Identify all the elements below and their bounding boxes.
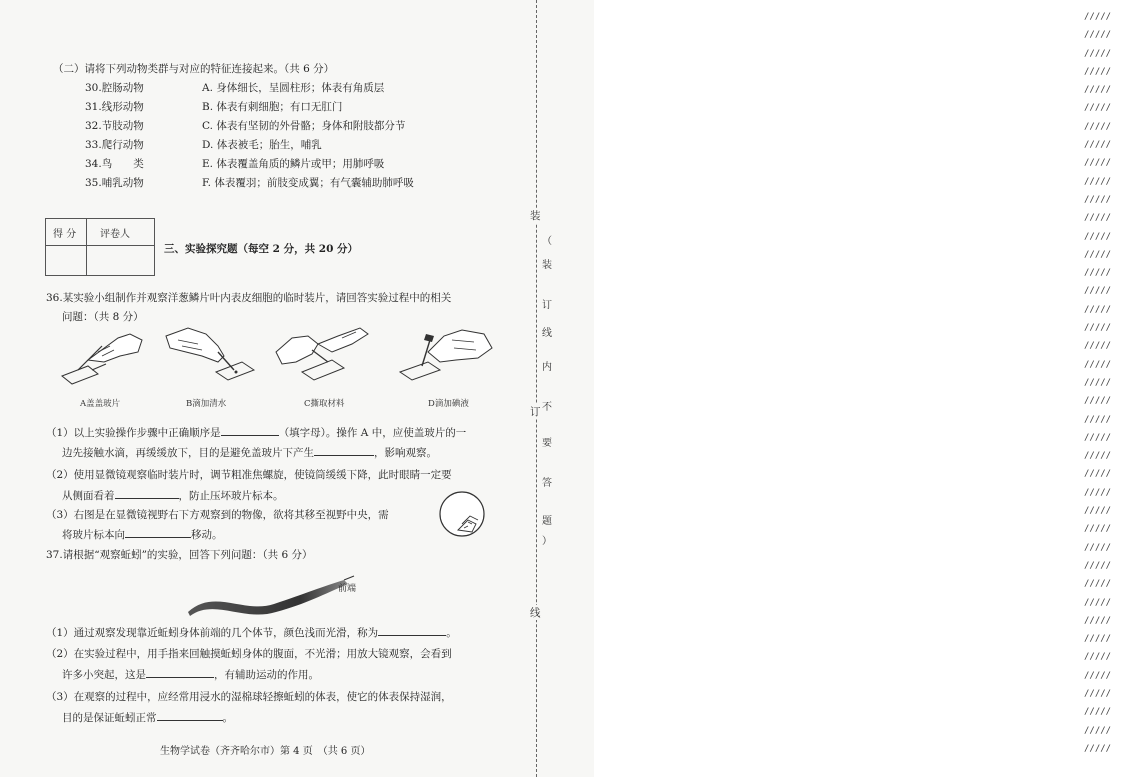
item-e-feature: E. 体表覆盖角质的鳞片或甲；用肺呼吸 xyxy=(202,158,385,170)
q37-3-text-2: 目的是保证蚯蚓正常 。 xyxy=(62,712,233,724)
binding-note-0: （ xyxy=(542,236,552,247)
q36-2-text-2: 从侧面看着 ，防止压坏玻片标本。 xyxy=(62,490,284,502)
binding-note-3: 线 xyxy=(542,328,552,339)
slash-row: ///// xyxy=(1084,194,1112,205)
slash-column xyxy=(1084,8,1122,758)
page-footer: 生物学试卷（齐齐哈尔市）第 4 页 （共 6 页） xyxy=(160,746,371,757)
slash-row: ///// xyxy=(1084,725,1112,736)
slash-row: ///// xyxy=(1084,707,1112,718)
slash-row: ///// xyxy=(1084,30,1112,41)
slash-row: ///// xyxy=(1084,743,1112,754)
step-c-tear-material-image xyxy=(272,322,372,388)
step-b-add-water-image xyxy=(158,322,258,388)
slash-row: ///// xyxy=(1084,652,1112,663)
score-table xyxy=(45,218,155,276)
item-f-feature: F. 体表覆羽；前肢变成翼；有气囊辅助肺呼吸 xyxy=(202,177,414,189)
binding-dashed-line xyxy=(536,0,537,777)
binding-note-9: ） xyxy=(542,536,552,547)
slash-row: ///// xyxy=(1084,634,1112,645)
microscope-field-image xyxy=(438,490,486,538)
binding-note-1: 装 xyxy=(542,260,552,271)
caption-d: D滴加碘液 xyxy=(428,399,469,409)
q37-2-blank[interactable] xyxy=(146,667,214,678)
q37-1-text: （1）通过观察发现靠近蚯蚓身体前端的几个体节，颜色浅而光滑，称为 。 xyxy=(46,627,457,639)
caption-c: C撕取材料 xyxy=(304,399,345,409)
slash-row: ///// xyxy=(1084,286,1112,297)
step-d-add-iodine-image xyxy=(396,322,496,388)
slash-row: ///// xyxy=(1084,506,1112,517)
binding-margin xyxy=(528,0,1112,777)
grader-label: 评卷人 xyxy=(100,229,130,240)
slash-row: ///// xyxy=(1084,176,1112,187)
binding-note-5: 不 xyxy=(542,402,552,413)
slash-row: ///// xyxy=(1084,560,1112,571)
earthworm-image xyxy=(184,568,364,622)
slash-row: ///// xyxy=(1084,12,1112,22)
binding-note-7: 答 xyxy=(542,478,552,489)
slash-row: ///// xyxy=(1084,158,1112,169)
step-a-cover-slip-image xyxy=(58,326,148,388)
slash-row: ///// xyxy=(1084,231,1112,242)
slash-row: ///// xyxy=(1084,469,1112,480)
slash-row: ///// xyxy=(1084,304,1112,315)
binding-note-4: 内 xyxy=(542,362,552,373)
item-32-name: 32.节肢动物 xyxy=(85,120,144,132)
q36-1-blank-a[interactable] xyxy=(221,425,279,436)
slash-row: ///// xyxy=(1084,140,1112,151)
binding-char-ding: 订 xyxy=(530,406,541,418)
q36-3-text-2: 将玻片标本向 移动。 xyxy=(62,529,223,541)
section3-title: 三、实验探究题（每空 2 分，共 20 分） xyxy=(164,243,359,255)
q37-3-text: （3）在观察的过程中，应经常用浸水的湿棉球轻擦蚯蚓的体表，使它的体表保持湿润， xyxy=(46,691,452,703)
slash-row: ///// xyxy=(1084,341,1112,352)
q36-1-blank-b[interactable] xyxy=(314,445,374,456)
slash-row: ///// xyxy=(1084,396,1112,407)
caption-a: A盖盖玻片 xyxy=(80,399,121,409)
item-b-feature: B. 体表有刺细胞；有口无肛门 xyxy=(202,101,343,113)
slash-row: ///// xyxy=(1084,451,1112,462)
caption-b: B滴加清水 xyxy=(186,399,227,409)
slash-row: ///// xyxy=(1084,249,1112,260)
slash-row: ///// xyxy=(1084,432,1112,443)
slash-row: ///// xyxy=(1084,268,1112,279)
item-30-name: 30.腔肠动物 xyxy=(85,82,144,94)
slash-row: ///// xyxy=(1084,213,1112,224)
slash-row: ///// xyxy=(1084,688,1112,699)
section2-title: （二）请将下列动物类群与对应的特征连接起来。（共 6 分） xyxy=(53,63,335,75)
slash-row: ///// xyxy=(1084,414,1112,425)
slash-row: ///// xyxy=(1084,524,1112,535)
q37-2-text: （2）在实验过程中，用手指来回触摸蚯蚓身体的腹面，不光滑；用放大镜观察，会看到 xyxy=(46,648,452,660)
slash-row: ///// xyxy=(1084,542,1112,553)
slash-row: ///// xyxy=(1084,359,1112,370)
slash-row: ///// xyxy=(1084,323,1112,334)
item-d-feature: D. 体表被毛；胎生，哺乳 xyxy=(202,139,322,151)
item-c-feature: C. 体表有坚韧的外骨骼；身体和附肢都分节 xyxy=(202,120,406,132)
binding-note-6: 要 xyxy=(542,438,552,449)
binding-char-zhuang: 装 xyxy=(530,210,541,222)
slash-row: ///// xyxy=(1084,48,1112,59)
slash-row: ///// xyxy=(1084,487,1112,498)
q36-3-text: （3）右图是在显微镜视野右下方观察到的物像，欲将其移至视野中央，需 xyxy=(46,509,389,521)
slash-row: ///// xyxy=(1084,579,1112,590)
slash-row: ///// xyxy=(1084,377,1112,388)
item-33-name: 33.爬行动物 xyxy=(85,139,144,151)
head-end-label: 前端 xyxy=(338,584,357,594)
q36-1-text: （1）以上实验操作步骤中正确顺序是 （填字母）。操作 A 中，应使盖玻片的一 xyxy=(46,427,467,439)
q37-stem: 37.请根据“观察蚯蚓”的实验，回答下列问题：（共 6 分） xyxy=(46,549,313,561)
slash-row: ///// xyxy=(1084,103,1112,114)
binding-note-2: 订 xyxy=(542,300,552,311)
binding-note-8: 题 xyxy=(542,516,552,527)
q36-3-blank[interactable] xyxy=(125,527,191,538)
q37-1-blank[interactable] xyxy=(378,625,446,636)
slash-row: ///// xyxy=(1084,121,1112,132)
q37-2-text-2: 许多小突起，这是 ，有辅助运动的作用。 xyxy=(62,669,319,681)
item-35-name: 35.哺乳动物 xyxy=(85,177,144,189)
q36-stem: 36.某实验小组制作并观察洋葱鳞片叶内表皮细胞的临时装片，请回答实验过程中的相关 xyxy=(46,292,452,304)
item-34-name: 34.鸟 类 xyxy=(85,158,144,170)
item-a-feature: A. 身体细长，呈圆柱形；体表有角质层 xyxy=(202,82,385,94)
binding-char-xian: 线 xyxy=(530,607,541,619)
slash-row: ///// xyxy=(1084,597,1112,608)
item-31-name: 31.线形动物 xyxy=(85,101,144,113)
slash-row: ///// xyxy=(1084,85,1112,96)
q36-stem-2: 问题：（共 8 分） xyxy=(62,311,144,323)
q37-3-blank[interactable] xyxy=(157,710,223,721)
q36-1-text-2: 边先接触水滴，再缓缓放下，目的是避免盖玻片下产生 ，影响观察。 xyxy=(62,447,437,459)
slash-row: ///// xyxy=(1084,615,1112,626)
score-label: 得 分 xyxy=(53,229,77,240)
slash-row: ///// xyxy=(1084,670,1112,681)
q36-2-text: （2）使用显微镜观察临时装片时，调节粗准焦螺旋，使镜筒缓缓下降，此时眼睛一定要 xyxy=(46,469,452,481)
q36-2-blank[interactable] xyxy=(115,488,179,499)
slash-row: ///// xyxy=(1084,66,1112,77)
